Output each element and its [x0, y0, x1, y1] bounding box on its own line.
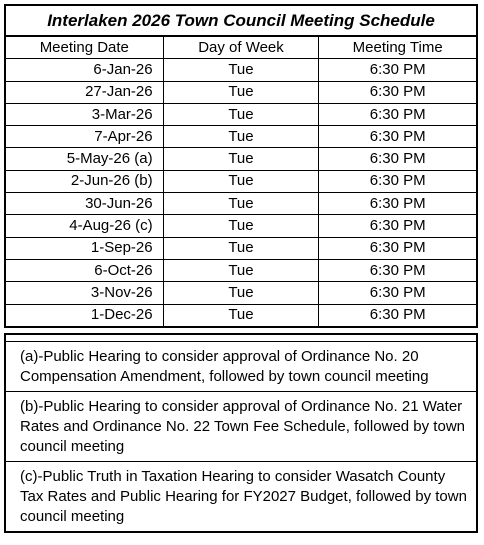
- meeting-time-cell: 6:30 PM: [319, 103, 477, 125]
- meeting-date-cell: 27-Jan-26: [5, 81, 163, 103]
- meeting-date-cell: 6-Oct-26: [5, 259, 163, 281]
- meeting-schedule-table: [4, 4, 478, 328]
- meeting-time-cell: 6:30 PM: [319, 193, 477, 215]
- meeting-date-cell: 2-Jun-26 (b): [5, 170, 163, 192]
- table-row: [5, 215, 477, 237]
- footnote-b: (b)-Public Hearing to consider approval of Ordinance No. 21 Water Rates and Ordinance No. 22 Town Fee Schedule, followed by town council meeting: [5, 392, 477, 462]
- meeting-time-cell: 6:30 PM: [319, 282, 477, 304]
- column-header-day: Day of Week: [163, 36, 319, 59]
- table-row: [5, 81, 477, 103]
- day-of-week-cell: Tue: [163, 304, 319, 327]
- footnotes-spacer-row: [5, 334, 477, 342]
- day-of-week-cell: Tue: [163, 126, 319, 148]
- table-row: [5, 282, 477, 304]
- meeting-time-cell: 6:30 PM: [319, 170, 477, 192]
- meeting-date-cell: 30-Jun-26: [5, 193, 163, 215]
- day-of-week-cell: Tue: [163, 215, 319, 237]
- footnote-row: [5, 392, 477, 462]
- schedule-title: Interlaken 2026 Town Council Meeting Schedule: [5, 5, 477, 36]
- table-row: [5, 259, 477, 281]
- table-row: [5, 170, 477, 192]
- table-row: [5, 237, 477, 259]
- meeting-date-cell: 1-Dec-26: [5, 304, 163, 327]
- header-row: [5, 36, 477, 59]
- column-header-time: Meeting Time: [319, 36, 477, 59]
- meeting-time-cell: 6:30 PM: [319, 59, 477, 81]
- table-row: [5, 148, 477, 170]
- footnote-row: [5, 342, 477, 392]
- table-row: [5, 103, 477, 125]
- footnote-a: (a)-Public Hearing to consider approval of Ordinance No. 20 Compensation Amendment, followed by town council meeting: [5, 342, 477, 392]
- column-header-date: Meeting Date: [5, 36, 163, 59]
- footnotes-table: [4, 333, 478, 533]
- meeting-time-cell: 6:30 PM: [319, 259, 477, 281]
- meeting-time-cell: 6:30 PM: [319, 304, 477, 327]
- meeting-date-cell: 3-Nov-26: [5, 282, 163, 304]
- day-of-week-cell: Tue: [163, 237, 319, 259]
- day-of-week-cell: Tue: [163, 259, 319, 281]
- day-of-week-cell: Tue: [163, 103, 319, 125]
- table-row: [5, 126, 477, 148]
- meeting-time-cell: 6:30 PM: [319, 148, 477, 170]
- day-of-week-cell: Tue: [163, 59, 319, 81]
- footnote-c: (c)-Public Truth in Taxation Hearing to consider Wasatch County Tax Rates and Public Hearing for FY2027 Budget, followed by town council meeting: [5, 462, 477, 533]
- day-of-week-cell: Tue: [163, 282, 319, 304]
- meeting-date-cell: 7-Apr-26: [5, 126, 163, 148]
- meeting-date-cell: 5-May-26 (a): [5, 148, 163, 170]
- meeting-time-cell: 6:30 PM: [319, 215, 477, 237]
- meeting-date-cell: 4-Aug-26 (c): [5, 215, 163, 237]
- footnote-row: [5, 462, 477, 533]
- table-row: [5, 193, 477, 215]
- day-of-week-cell: Tue: [163, 81, 319, 103]
- meeting-date-cell: 1-Sep-26: [5, 237, 163, 259]
- meeting-time-cell: 6:30 PM: [319, 81, 477, 103]
- table-row: [5, 304, 477, 327]
- meeting-time-cell: 6:30 PM: [319, 126, 477, 148]
- meeting-date-cell: 3-Mar-26: [5, 103, 163, 125]
- day-of-week-cell: Tue: [163, 148, 319, 170]
- day-of-week-cell: Tue: [163, 170, 319, 192]
- table-row: [5, 59, 477, 81]
- meeting-time-cell: 6:30 PM: [319, 237, 477, 259]
- meeting-date-cell: 6-Jan-26: [5, 59, 163, 81]
- day-of-week-cell: Tue: [163, 193, 319, 215]
